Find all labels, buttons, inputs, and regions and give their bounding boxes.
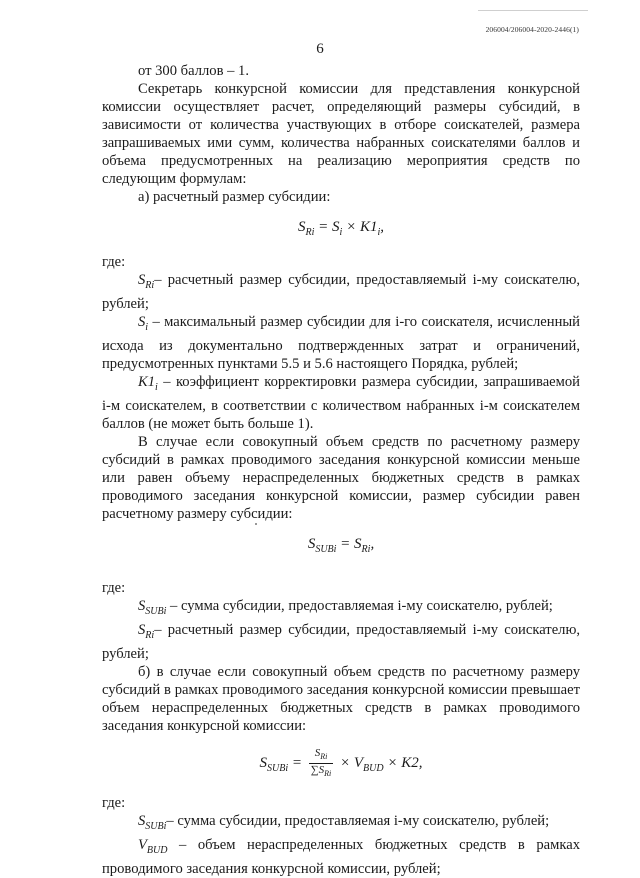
definition-si: $S_i$ – максимальный размер субсидии для i-го соискателя, исчисленный исхода из документально подтвержденных затрат и ограничений, предусмотренных пунктами 5.5 и 5.6 настоящего Порядка, рублей; xyxy=(102,313,580,372)
definition-ssub-2: $S_{SUBi}-$ сумма субсидии, предоставляемая i-му соискателю, рублей; xyxy=(138,812,550,832)
definition-sri-1: $S_{Ri}-$ расчетный размер субсидии, предоставляемый i-му соискателю, рублей; xyxy=(102,272,580,312)
where-label-1: где: xyxy=(102,254,126,270)
definition-k1: $K1_i$ – коэффициент корректировки размера субсидии, запрашиваемой i-м соискателем, в соответствии с количеством набранных i-м соискателем баллов (не может быть больше 1). xyxy=(102,373,580,432)
formula-estimated-subsidy: $S_{Ri} = S_i \times K1_i$, xyxy=(298,219,384,238)
definition-sri-2: $S_{Ri}-$ расчетный размер субсидии, предоставляемый i-му соискателю, рублей; xyxy=(102,621,580,662)
item-a: а) расчетный размер субсидии: xyxy=(138,189,331,205)
formula-subsidy-proportional: $S_{SUBi}$ = $\frac{S_{Ri}}{\sum S_{Ri}}$ × $V_{BUD} \times K2$, xyxy=(259,746,423,778)
formula-subsidy-equal: $S_{SUBi} = S_{Ri}$, xyxy=(307,535,375,555)
document-id: 206004/206004-2020-2446(1) xyxy=(485,25,579,34)
definition-ssub-1: $S_{SUBi}$ – сумма субсидии, предоставляемая i-му соискателю, рублей; xyxy=(138,597,553,617)
paragraph-intro: Секретарь конкурсной комиссии для представления конкурсной комиссии осуществляет расчет, определяющий размеры субсидий, в зависимости от количества участвующих в отборе соискателей, размера запрашиваемых ими сумм, количества набранных соискателями баллов и объема предусмотренных на реализацию мероприятия средств по следующим формулам: xyxy=(102,81,580,187)
where-label-2: где: xyxy=(102,579,126,596)
page-number: 6 xyxy=(316,41,324,57)
paragraph-case-1: В случае если совокупный объем средств по расчетному размеру субсидий в рамках проводимого заседания конкурсной комиссии меньше или равен объему нераспределенных бюджетных средств в рамках проводимого заседания конкурсной комиссии, размер субсидии равен расчетному размеру субсидии: xyxy=(102,433,580,522)
scan-edge-line xyxy=(478,10,588,11)
continued-line: от 300 баллов – 1. xyxy=(138,63,249,79)
where-label-3: где: xyxy=(102,794,126,811)
fraction: $\frac{S_{Ri}}{\sum S_{Ri}}$ xyxy=(310,746,332,778)
item-b: б) в случае если совокупный объем средств по расчетному размеру субсидий в рамках проводимого заседания конкурсной комиссии превышает объем нераспределенных бюджетных средств в рамках проводимого заседания конкурсной комиссии: xyxy=(102,663,580,734)
definition-vbud: $V_{BUD}$ – объем нераспределенных бюджетных средств в рамках проводимого заседания конкурсной комиссии, рублей; xyxy=(102,836,580,877)
document-body xyxy=(102,62,580,878)
